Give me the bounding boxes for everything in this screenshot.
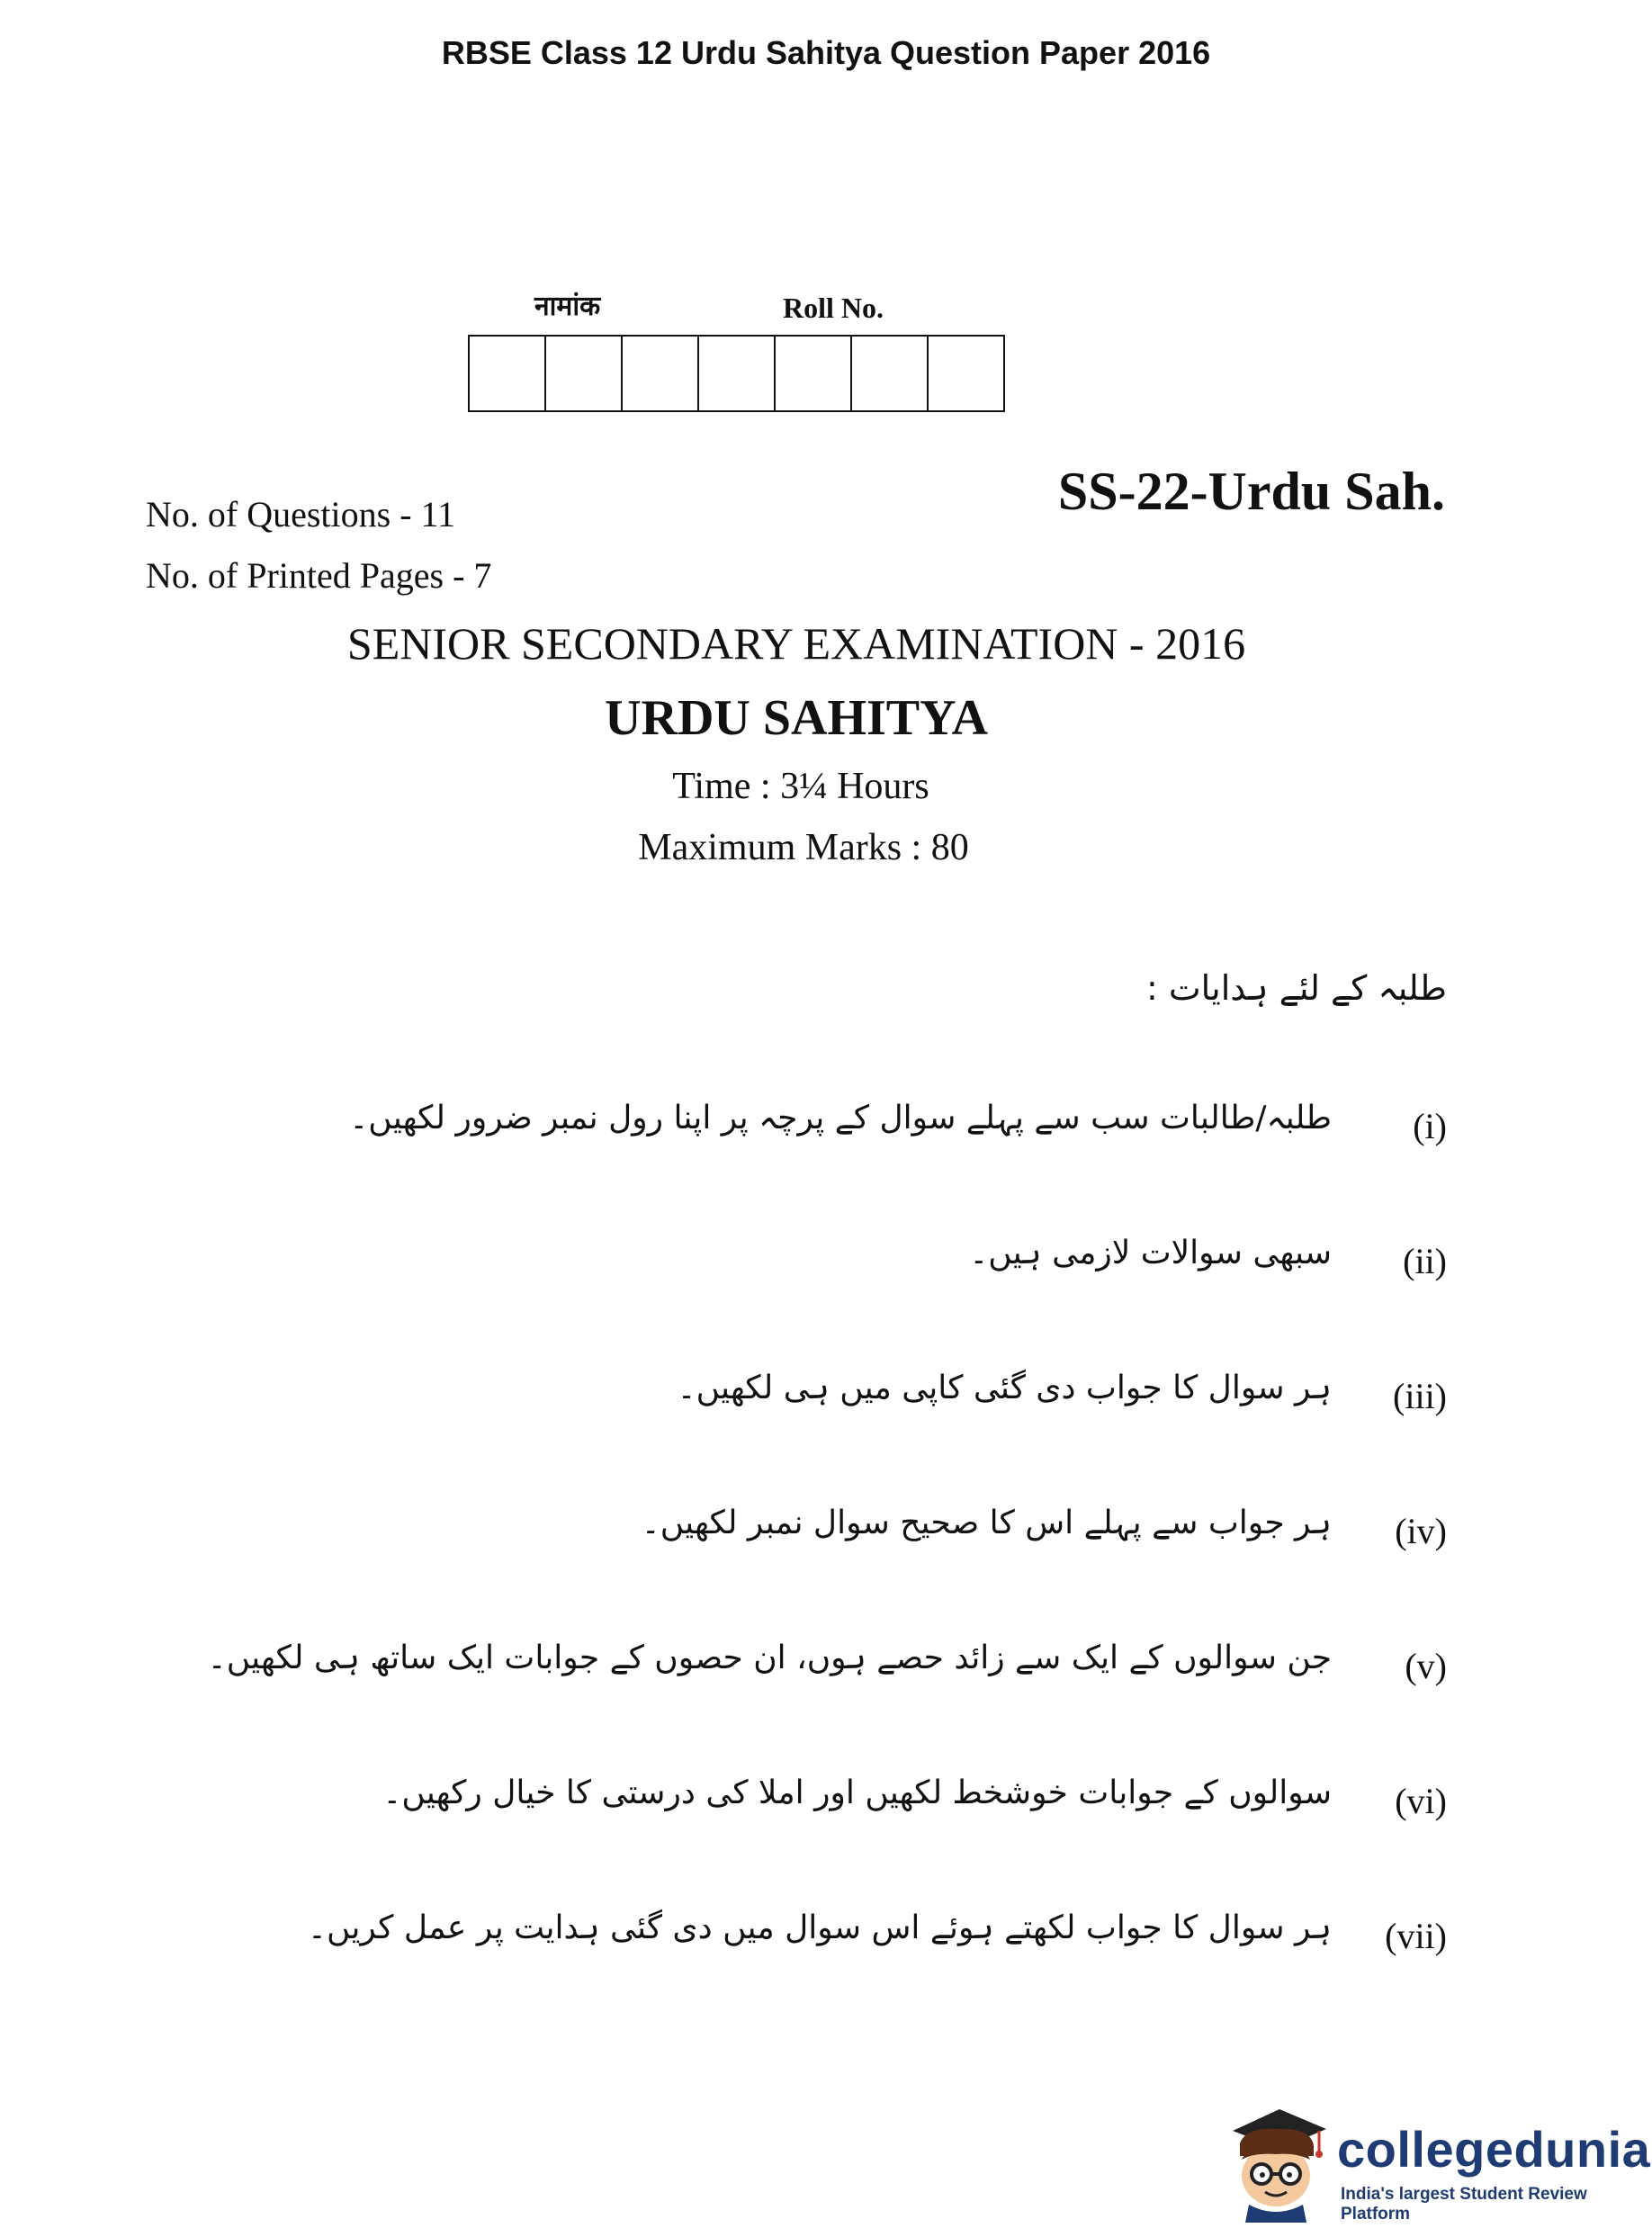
- maximum-marks: Maximum Marks : 80: [638, 827, 969, 868]
- collegedunia-watermark: [1224, 2097, 1651, 2224]
- instruction-number: (vi): [1395, 1781, 1447, 1821]
- instructions-heading: طلبہ کے لئے ہدایات :: [1145, 968, 1447, 1008]
- roll-box: [852, 337, 929, 410]
- instruction-text: سبھی سوالات لازمی ہیں۔: [969, 1235, 1332, 1271]
- instruction-item: [270, 1774, 1447, 1837]
- instruction-item: [270, 1235, 1447, 1298]
- instruction-number: (i): [1413, 1106, 1447, 1146]
- instruction-item: [270, 1505, 1447, 1568]
- exam-time: Time : 3¼ Hours: [672, 766, 929, 807]
- question-count: No. of Questions - 11: [146, 494, 456, 535]
- instruction-number: (ii): [1403, 1241, 1447, 1281]
- instruction-text: ہر سوال کا جواب لکھتے ہوئے اس سوال میں دی گئی ہدایت پر عمل کریں۔: [307, 1909, 1332, 1946]
- exam-title: SENIOR SECONDARY EXAMINATION - 2016: [346, 618, 1246, 669]
- subject-title: URDU SAHITYA: [605, 690, 988, 746]
- brand-name: collegedunia: [1337, 2121, 1651, 2178]
- roll-box: [546, 337, 623, 410]
- paper-code: SS-22-Urdu Sah.: [1057, 462, 1445, 521]
- instruction-item: [270, 1100, 1447, 1163]
- roll-number-boxes: [468, 335, 1005, 412]
- instruction-number: (v): [1405, 1646, 1447, 1686]
- brand-tagline: India's largest Student Review Platform: [1341, 2185, 1587, 2224]
- page-banner: RBSE Class 12 Urdu Sahitya Question Paper 2016: [441, 34, 1211, 71]
- instruction-number: (vii): [1385, 1916, 1447, 1956]
- roll-box: [623, 337, 699, 410]
- instruction-text: ہر سوال کا جواب دی گئی کاپی میں ہی لکھیں۔: [677, 1370, 1332, 1406]
- instruction-text: ہر جواب سے پہلے اس کا صحیح سوال نمبر لکھیں۔: [641, 1505, 1332, 1541]
- roll-box: [929, 337, 1003, 410]
- roll-box: [776, 337, 852, 410]
- instruction-item: [207, 1640, 1447, 1702]
- roll-number-label-hindi: नामांक: [534, 291, 601, 322]
- instruction-text: جن سوالوں کے ایک سے زائد حصے ہوں، ان حصوں کے جوابات ایک ساتھ ہی لکھیں۔: [207, 1640, 1332, 1676]
- roll-box: [699, 337, 776, 410]
- student-mascot-icon: [1224, 2097, 1332, 2223]
- instruction-number: (iii): [1393, 1376, 1447, 1416]
- roll-box: [470, 337, 546, 410]
- roll-number-label: Roll No.: [783, 292, 884, 324]
- instruction-text: سوالوں کے جوابات خوشخط لکھیں اور املا کی درستی کا خیال رکھیں۔: [382, 1774, 1332, 1811]
- instruction-number: (iv): [1395, 1511, 1447, 1551]
- instruction-text: طلبہ/طالبات سب سے پہلے سوال کے پرچہ پر اپنا رول نمبر ضرور لکھیں۔: [349, 1100, 1332, 1136]
- instruction-item: [270, 1909, 1447, 1972]
- page-count: No. of Printed Pages - 7: [146, 555, 492, 596]
- instruction-item: [270, 1370, 1447, 1433]
